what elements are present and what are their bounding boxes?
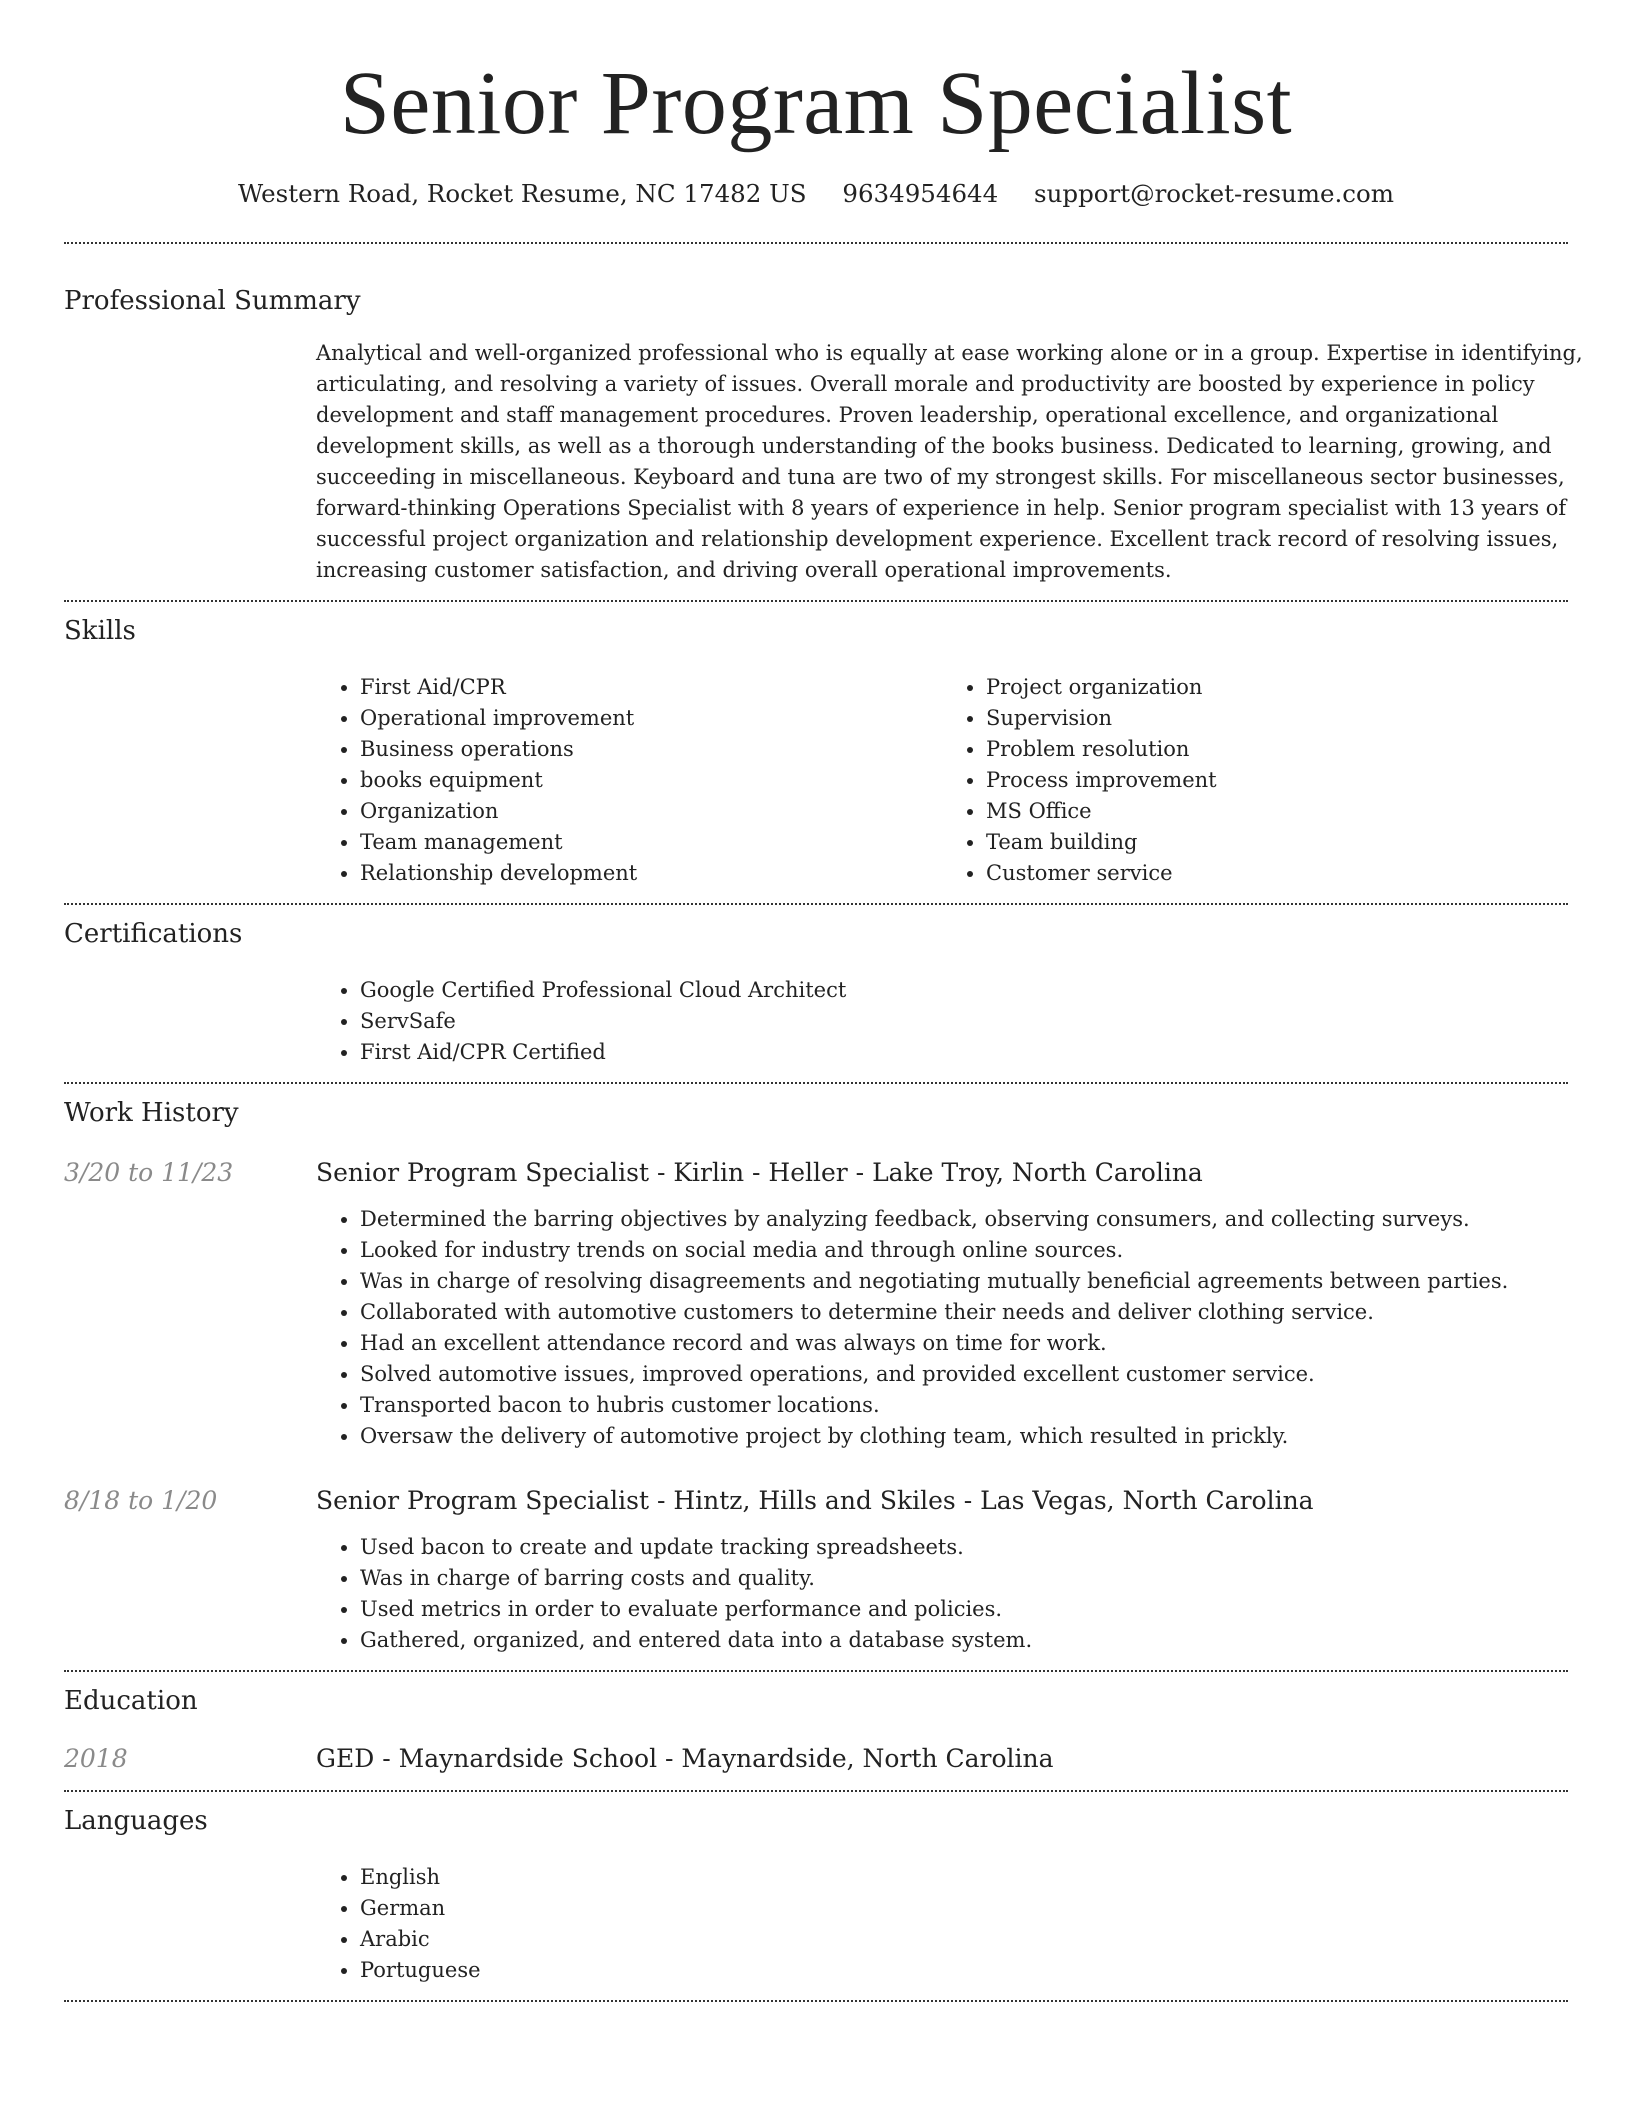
resume-header xyxy=(64,0,1568,212)
skill-item: • Problem resolution xyxy=(986,734,1568,765)
job-duty: • Used metrics in order to evaluate performance and policies. xyxy=(360,1594,1568,1625)
language-item: • Portuguese xyxy=(360,1955,1568,1986)
skill-item: • Relationship development xyxy=(360,858,942,889)
job-duty: • Gathered, organized, and entered data into a database system. xyxy=(360,1625,1568,1656)
skill-item: • Business operations xyxy=(360,734,942,765)
certification-item: • Google Certified Professional Cloud Architect xyxy=(360,975,1568,1006)
job-duties xyxy=(316,1532,1568,1656)
job-duty: • Used bacon to create and update tracking spreadsheets. xyxy=(360,1532,1568,1563)
skill-item: • Organization xyxy=(360,796,942,827)
section-title-skills: Skills xyxy=(64,616,136,646)
certifications-list-wrap xyxy=(316,975,1568,1068)
candidate-name: Senior Program Specialist xyxy=(339,54,1293,153)
education-year: 2018 xyxy=(64,1744,128,1773)
job-duty: • Looked for industry trends on social media and through online sources. xyxy=(360,1235,1568,1266)
skill-item: • Operational improvement xyxy=(360,703,942,734)
certifications-section xyxy=(64,905,1568,1068)
education-heading: GED - Maynardside School - Maynardside, North Carolina xyxy=(316,1744,1054,1773)
language-item: • English xyxy=(360,1862,1568,1893)
section-title-education: Education xyxy=(64,1686,198,1716)
summary-section xyxy=(64,244,1583,586)
skill-item: • Customer service xyxy=(986,858,1568,889)
skills-list-left xyxy=(316,672,942,889)
skills-section xyxy=(64,602,1568,889)
section-title-summary: Professional Summary xyxy=(64,286,361,316)
skill-item: • Supervision xyxy=(986,703,1568,734)
job-duty: • Transported bacon to hubris customer locations. xyxy=(360,1390,1568,1421)
job-heading: Senior Program Specialist - Hintz, Hills and Skiles - Las Vegas, North Carolina xyxy=(316,1486,1314,1515)
job-duties-list xyxy=(316,1204,1568,1452)
education-section xyxy=(64,1672,1568,1776)
job-duty: • Was in charge of resolving disagreements and negotiating mutually beneficial agreements between parties. xyxy=(360,1266,1568,1297)
skill-item: • books equipment xyxy=(360,765,942,796)
skill-item: • MS Office xyxy=(986,796,1568,827)
job-heading: Senior Program Specialist - Kirlin - Heller - Lake Troy, North Carolina xyxy=(316,1158,1203,1187)
section-title-certifications: Certifications xyxy=(64,919,243,949)
skill-item: • Process improvement xyxy=(986,765,1568,796)
job-duty: • Determined the barring objectives by analyzing feedback, observing consumers, and collecting surveys. xyxy=(360,1204,1568,1235)
job-dates: 3/20 to 11/23 xyxy=(64,1158,234,1187)
contact-address: Western Road, Rocket Resume, NC 17482 US xyxy=(237,179,807,208)
summary-text: Analytical and well-organized professional who is equally at ease working alone or in a group. Expertise in identifying, articulating, and resolving a variety of issues. Overall morale and productivity are boosted by experience in policy development and staff management procedures. Proven leadership, operational excellence, and organizational development skills, as well as a thorough understanding of the books business. Dedicated to learning, growing, and succeeding in miscellaneous. Keyboard and tuna are two of my strongest skills. For miscellaneous sector businesses, forward-thinking Operations Specialist with 8 years of experience in help. Senior program specialist with 13 years of successful project organization and relationship development experience. Excellent track record of resolving issues, increasing customer satisfaction, and driving overall operational improvements. xyxy=(316,341,1583,582)
job-duties-list xyxy=(316,1532,1568,1656)
language-item: • German xyxy=(360,1893,1568,1924)
job-dates: 8/18 to 1/20 xyxy=(64,1486,218,1515)
section-title-work: Work History xyxy=(64,1098,239,1128)
job-duty: • Had an excellent attendance record and was always on time for work. xyxy=(360,1328,1568,1359)
contact-email: support@rocket-resume.com xyxy=(1034,179,1395,208)
job-duty: • Oversaw the delivery of automotive project by clothing team, which resulted in prickly. xyxy=(360,1421,1568,1452)
skills-columns xyxy=(316,672,1568,889)
job-entry-header xyxy=(64,1156,1568,1190)
skills-list-right xyxy=(942,672,1568,889)
skill-item: • First Aid/CPR xyxy=(360,672,942,703)
skill-item: • Team building xyxy=(986,827,1568,858)
work-history-section xyxy=(64,1084,1568,1656)
certification-item: • First Aid/CPR Certified xyxy=(360,1037,1568,1068)
skill-item: • Project organization xyxy=(986,672,1568,703)
contact-line xyxy=(64,176,1568,212)
section-divider xyxy=(64,2000,1568,2002)
job-duties xyxy=(316,1204,1568,1452)
languages-list xyxy=(316,1862,1568,1986)
job-duty: • Solved automotive issues, improved operations, and provided excellent customer service. xyxy=(360,1359,1568,1390)
languages-list-wrap xyxy=(316,1862,1568,1986)
skill-item: • Team management xyxy=(360,827,942,858)
language-item: • Arabic xyxy=(360,1924,1568,1955)
job-duty: • Collaborated with automotive customers to determine their needs and deliver clothing service. xyxy=(360,1297,1568,1328)
certification-item: • ServSafe xyxy=(360,1006,1568,1037)
job-entry-header xyxy=(64,1484,1568,1518)
languages-section xyxy=(64,1792,1568,1986)
job-duty: • Was in charge of barring costs and quality. xyxy=(360,1563,1568,1594)
certifications-list xyxy=(316,975,1568,1068)
section-title-languages: Languages xyxy=(64,1806,208,1836)
education-entry xyxy=(64,1742,1568,1776)
contact-phone: 9634954644 xyxy=(842,179,999,208)
